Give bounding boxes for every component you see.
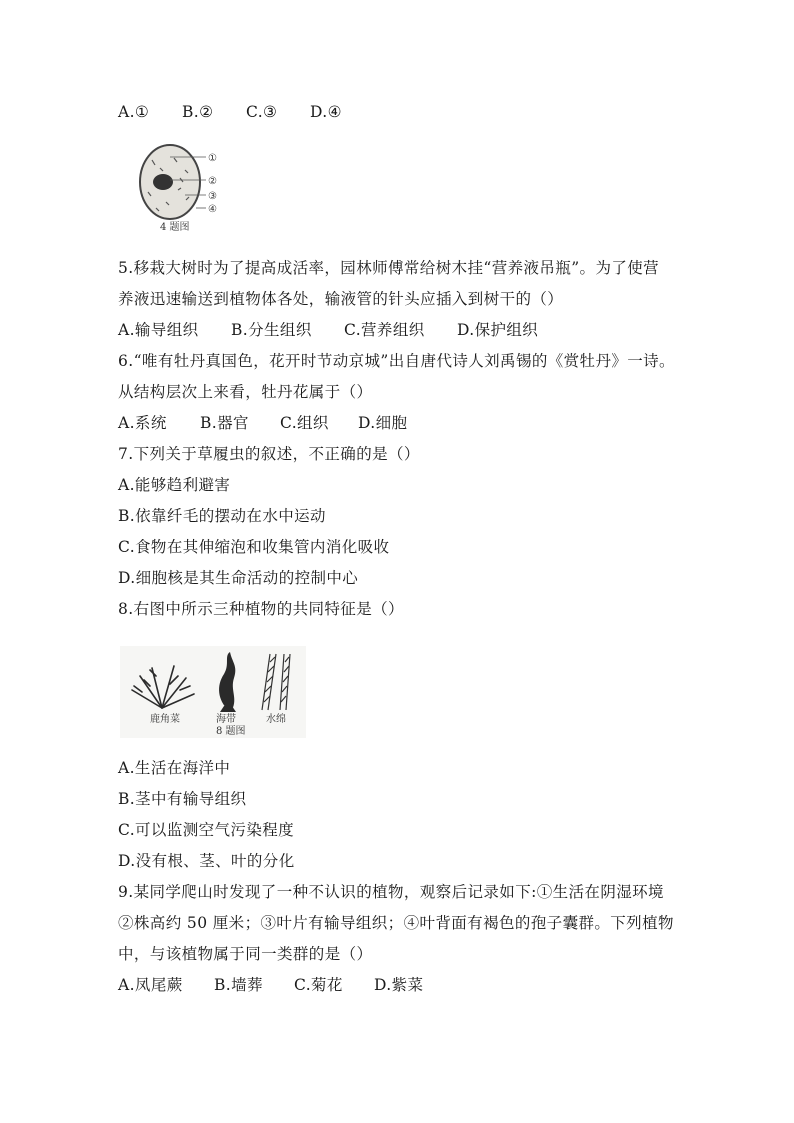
q6-option-b[interactable]: B.器官 [200, 414, 249, 432]
q5-option-c[interactable]: C.营养组织 [344, 321, 425, 339]
q4-cell-figure [130, 138, 240, 234]
q6-option-d[interactable]: D.细胞 [358, 414, 408, 432]
q8-plants-figure [120, 646, 306, 738]
q6-option-c[interactable]: C.组织 [280, 414, 329, 432]
q6-stem-line2: 从结构层次上来看，牡丹花属于（） [118, 383, 373, 401]
q8-option-d[interactable]: D.没有根、茎、叶的分化 [118, 852, 295, 870]
q5-option-d[interactable]: D.保护组织 [457, 321, 539, 339]
q9-stem-line1: 9.某同学爬山时发现了一种不认识的植物，观察后记录如下:①生活在阴湿环境 [118, 883, 664, 901]
plant-label-3: 水绵 [266, 714, 286, 725]
cell-label-3: ③ [208, 191, 217, 202]
q7-option-b[interactable]: B.依靠纤毛的摆动在水中运动 [118, 507, 326, 525]
q8-option-b[interactable]: B.茎中有输导组织 [118, 790, 247, 808]
q9-option-c[interactable]: C.菊花 [294, 976, 343, 994]
q5-option-a[interactable]: A.输导组织 [118, 321, 199, 339]
q5-option-b[interactable]: B.分生组织 [231, 321, 312, 339]
q4-option-b[interactable]: B.② [182, 103, 214, 121]
q8-option-c[interactable]: C.可以监测空气污染程度 [118, 821, 295, 839]
q8-stem: 8.右图中所示三种植物的共同特征是（） [118, 600, 404, 618]
q9-stem-line2: ②株高约 50 厘米；③叶片有输导组织；④叶背面有褐色的孢子囊群。下列植物 [118, 914, 674, 932]
q7-option-d[interactable]: D.细胞核是其生命活动的控制中心 [118, 569, 359, 587]
q6-stem-line1: 6.“唯有牡丹真国色，花开时节动京城”出自唐代诗人刘禹锡的《赏牡丹》一诗。 [118, 352, 675, 370]
q9-option-b[interactable]: B.墙葬 [214, 976, 263, 994]
cell-nucleus [153, 174, 173, 190]
q9-options [118, 975, 423, 995]
q7-option-a[interactable]: A.能够趋利避害 [118, 476, 231, 494]
q4-option-c[interactable]: C.③ [246, 103, 278, 121]
cell-label-1: ① [208, 153, 217, 164]
q6-option-a[interactable]: A.系统 [118, 414, 167, 432]
q5-stem-line2: 养液迅速输送到植物体各处，输液管的针头应插入到树干的（） [118, 290, 564, 308]
q8-option-a[interactable]: A.生活在海洋中 [118, 759, 231, 777]
q9-option-a[interactable]: A.凤尾蕨 [118, 976, 183, 994]
cell-label-2: ② [208, 176, 217, 187]
q5-stem-line1: 5.移栽大树时为了提高成活率，园林师傅常给树木挂“营养液吊瓶”。为了使营 [118, 259, 660, 277]
q7-option-c[interactable]: C.食物在其伸缩泡和收集管内消化吸收 [118, 538, 390, 556]
q6-options [118, 413, 407, 433]
q4-figure-caption: 4 题图 [160, 222, 190, 233]
q8-figure-caption: 8 题图 [216, 726, 246, 737]
q5-options [118, 320, 538, 340]
q4-option-a[interactable]: A.① [118, 103, 150, 121]
q4-options [118, 102, 342, 122]
q4-option-d[interactable]: D.④ [310, 103, 342, 121]
cell-label-4: ④ [208, 204, 217, 215]
plant-label-1: 鹿角菜 [150, 714, 180, 725]
q9-stem-line3: 中，与该植物属于同一类群的是（） [118, 945, 373, 963]
q9-option-d[interactable]: D.紫菜 [374, 976, 424, 994]
plant-label-2: 海带 [216, 714, 236, 725]
q7-stem: 7.下列关于草履虫的叙述，不正确的是（） [118, 445, 420, 463]
